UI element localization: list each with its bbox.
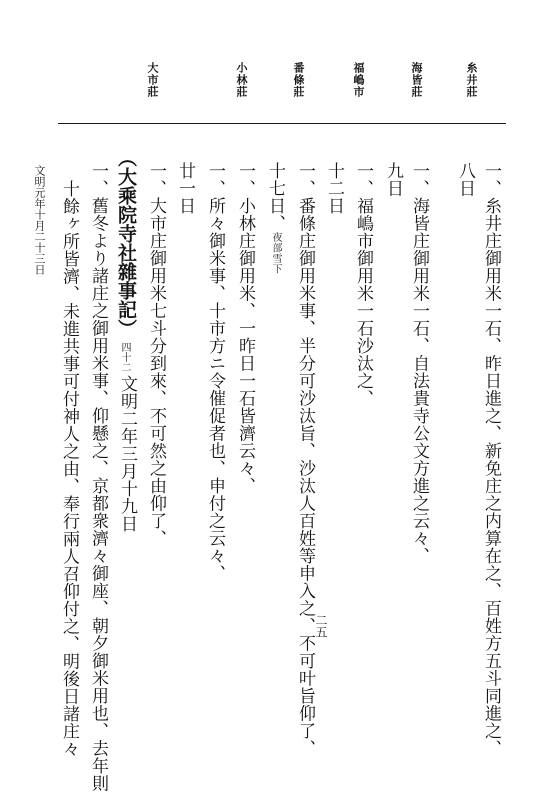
- margin-date-note: 文明元年十月二十三日: [33, 165, 46, 275]
- volume-number: 四十二: [119, 342, 130, 372]
- text-line-8: [266, 162, 283, 274]
- text-line-5: 一、福嶋市御用米一石沙汰之、: [353, 162, 373, 407]
- source-title: （大乘院寺社雜事記）: [115, 148, 137, 338]
- text-line-4: 九日: [383, 162, 403, 197]
- text-line-9: 一、小林庄御用米、一昨日一石皆濟云々、: [235, 162, 255, 495]
- running-header-oichi: 大市莊: [146, 62, 159, 98]
- weather-note: 夜部雪下: [270, 232, 281, 274]
- text-line-12: 一、大市庄御用米七斗分到來、不可然之由仰了、: [146, 162, 166, 547]
- running-header-itoi: 糸井莊: [465, 62, 478, 98]
- running-header-fukushima: 福嶋市: [352, 62, 365, 98]
- text-line-6: 十二日: [324, 162, 344, 215]
- text-line-3: 一、海皆庄御用米一石、自法貴寺公文方進之云々、: [409, 162, 429, 565]
- text-line-10: 一、所々御米事、十市方ニ令催促者也、申付之云々、: [205, 162, 225, 582]
- running-header-kaikai: 海皆莊: [410, 62, 423, 98]
- text-line-7: 一、番條庄御用米事、半分可沙汰旨、沙汰人百姓等申入之、不可叶旨仰了、: [295, 162, 315, 757]
- entry-date: 文明二年三月十九日: [117, 375, 137, 533]
- text-line-1: 一、糸井庄御用米一石、昨日進之、新免庄之内算在之、百姓方五斗同進之、: [481, 162, 501, 757]
- text-line-13: 一、舊冬より諸庄之御用米事、仰懸之、京都衆濟々御座、朝夕御米用也、去年則: [88, 162, 108, 792]
- text-line-2: 八日: [455, 162, 475, 197]
- header-rule: [58, 123, 506, 124]
- text-line-14: 十餘ヶ所皆濟、未進共事可付神人之由、奉行兩人召仰付之、明後日諸庄々: [59, 180, 79, 758]
- page-number: 二五: [314, 614, 328, 638]
- date-17: 十七日、: [265, 162, 285, 232]
- text-line-11: 廿一日: [175, 162, 195, 215]
- running-header-kobayashi: 小林莊: [235, 62, 248, 98]
- running-header-banjo: 番條莊: [292, 62, 305, 98]
